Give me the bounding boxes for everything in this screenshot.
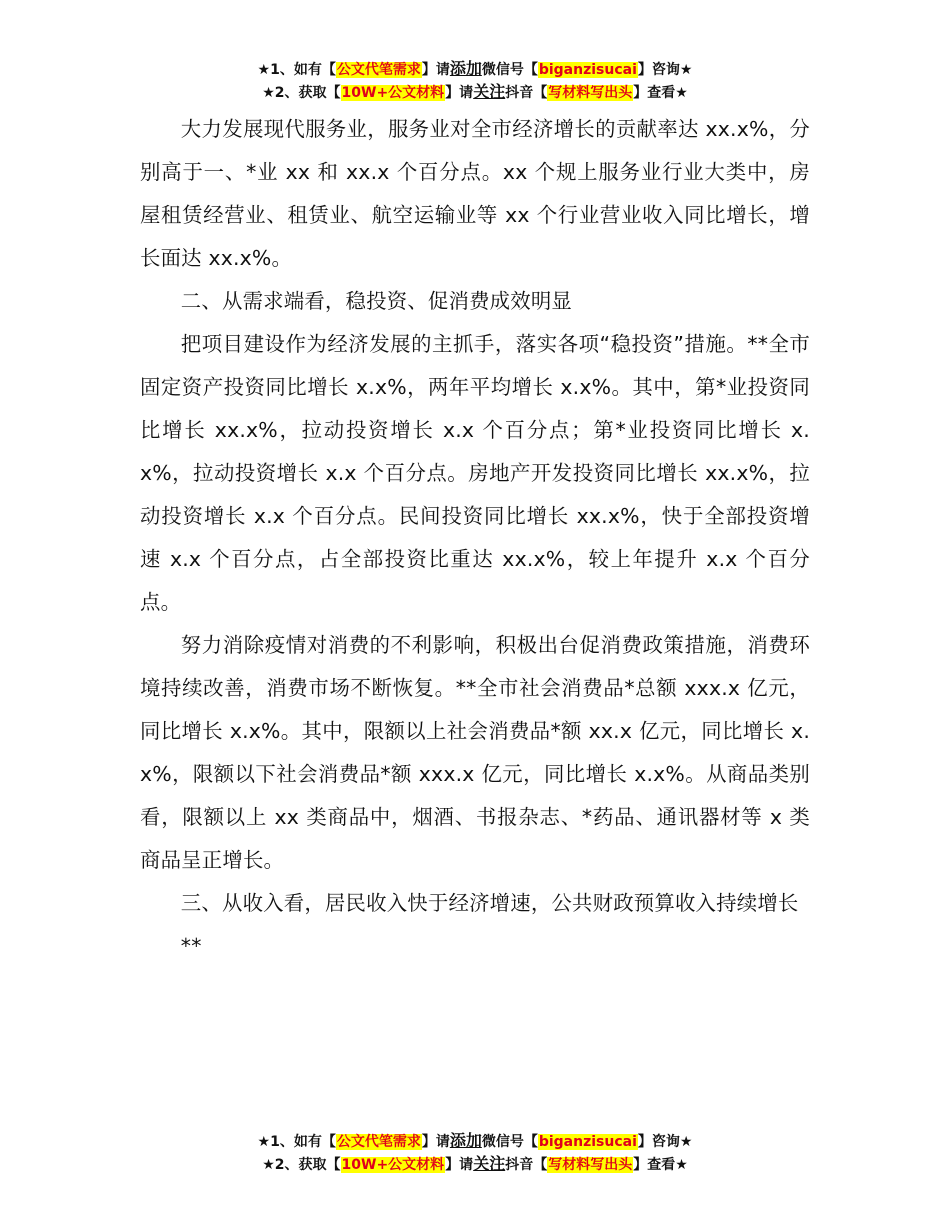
paragraph: ** (180, 934, 202, 958)
banner-line-2: ★2、获取【10W+公文材料】请关注抖音【写材料写出头】查看★ (262, 82, 688, 101)
section-heading: 三、从收入看，居民收入快于经济增速，公共财政预算收入持续增长 (180, 891, 799, 915)
banner-highlight: 10W+公文材料 (341, 85, 445, 101)
header-banner (0, 58, 950, 104)
document-body (140, 108, 810, 968)
paragraph: 大力发展现代服务业，服务业对全市经济增长的贡献率达 xx.x%，分别高于一、*业 xx 和 xx.x 个百分点。xx 个规上服务业行业大类中，房屋租赁经营业、租赁业、航空运输业等 xx 个行业营业收入同比增长，增长面达 xx.x%。 (140, 117, 810, 270)
banner-highlight: 公文代笔需求 (336, 62, 421, 78)
banner-line-2: ★2、获取【10W+公文材料】请关注抖音【写材料写出头】查看★ (262, 1154, 688, 1173)
banner-highlight: 写材料写出头 (548, 1157, 633, 1173)
banner-line-1: ★1、如有【公文代笔需求】请添加微信号【biganzisucai】咨询★ (257, 1131, 693, 1150)
section-heading: 二、从需求端看，稳投资、促消费成效明显 (180, 289, 573, 313)
banner-highlight: 公文代笔需求 (336, 1134, 421, 1150)
paragraph: 努力消除疫情对消费的不利影响，积极出台促消费政策措施，消费环境持续改善，消费市场不断恢复。**全市社会消费品*总额 xxx.x 亿元，同比增长 x.x%。其中，限额以上社会消费品*额 xx.x 亿元，同比增长 x.x%，限额以下社会消费品*额 xxx.x 亿元，同比增长 x.x%。从商品类别看，限额以上 xx 类商品中，烟酒、书报杂志、*药品、通讯器材等 x 类商品呈正增长。 (140, 633, 810, 872)
banner-line-1: ★1、如有【公文代笔需求】请添加微信号【biganzisucai】咨询★ (257, 59, 693, 78)
paragraph: 把项目建设作为经济发展的主抓手，落实各项“稳投资”措施。**全市固定资产投资同比增长 x.x%，两年平均增长 x.x%。其中，第*业投资同比增长 xx.x%，拉动投资增长 x.x 个百分点；第*业投资同比增长 x.x%，拉动投资增长 x.x 个百分点。房地产开发投资同比增长 xx.x%，拉动投资增长 x.x 个百分点。民间投资同比增长 xx.x%，快于全部投资增速 x.x 个百分点，占全部投资比重达 xx.x%，较上年提升 x.x 个百分点。 (140, 332, 810, 614)
banner-highlight: biganzisucai (538, 1134, 637, 1150)
banner-highlight: 10W+公文材料 (341, 1157, 445, 1173)
banner-highlight: 写材料写出头 (548, 85, 633, 101)
footer-banner (0, 1130, 950, 1176)
banner-highlight: biganzisucai (538, 62, 637, 78)
